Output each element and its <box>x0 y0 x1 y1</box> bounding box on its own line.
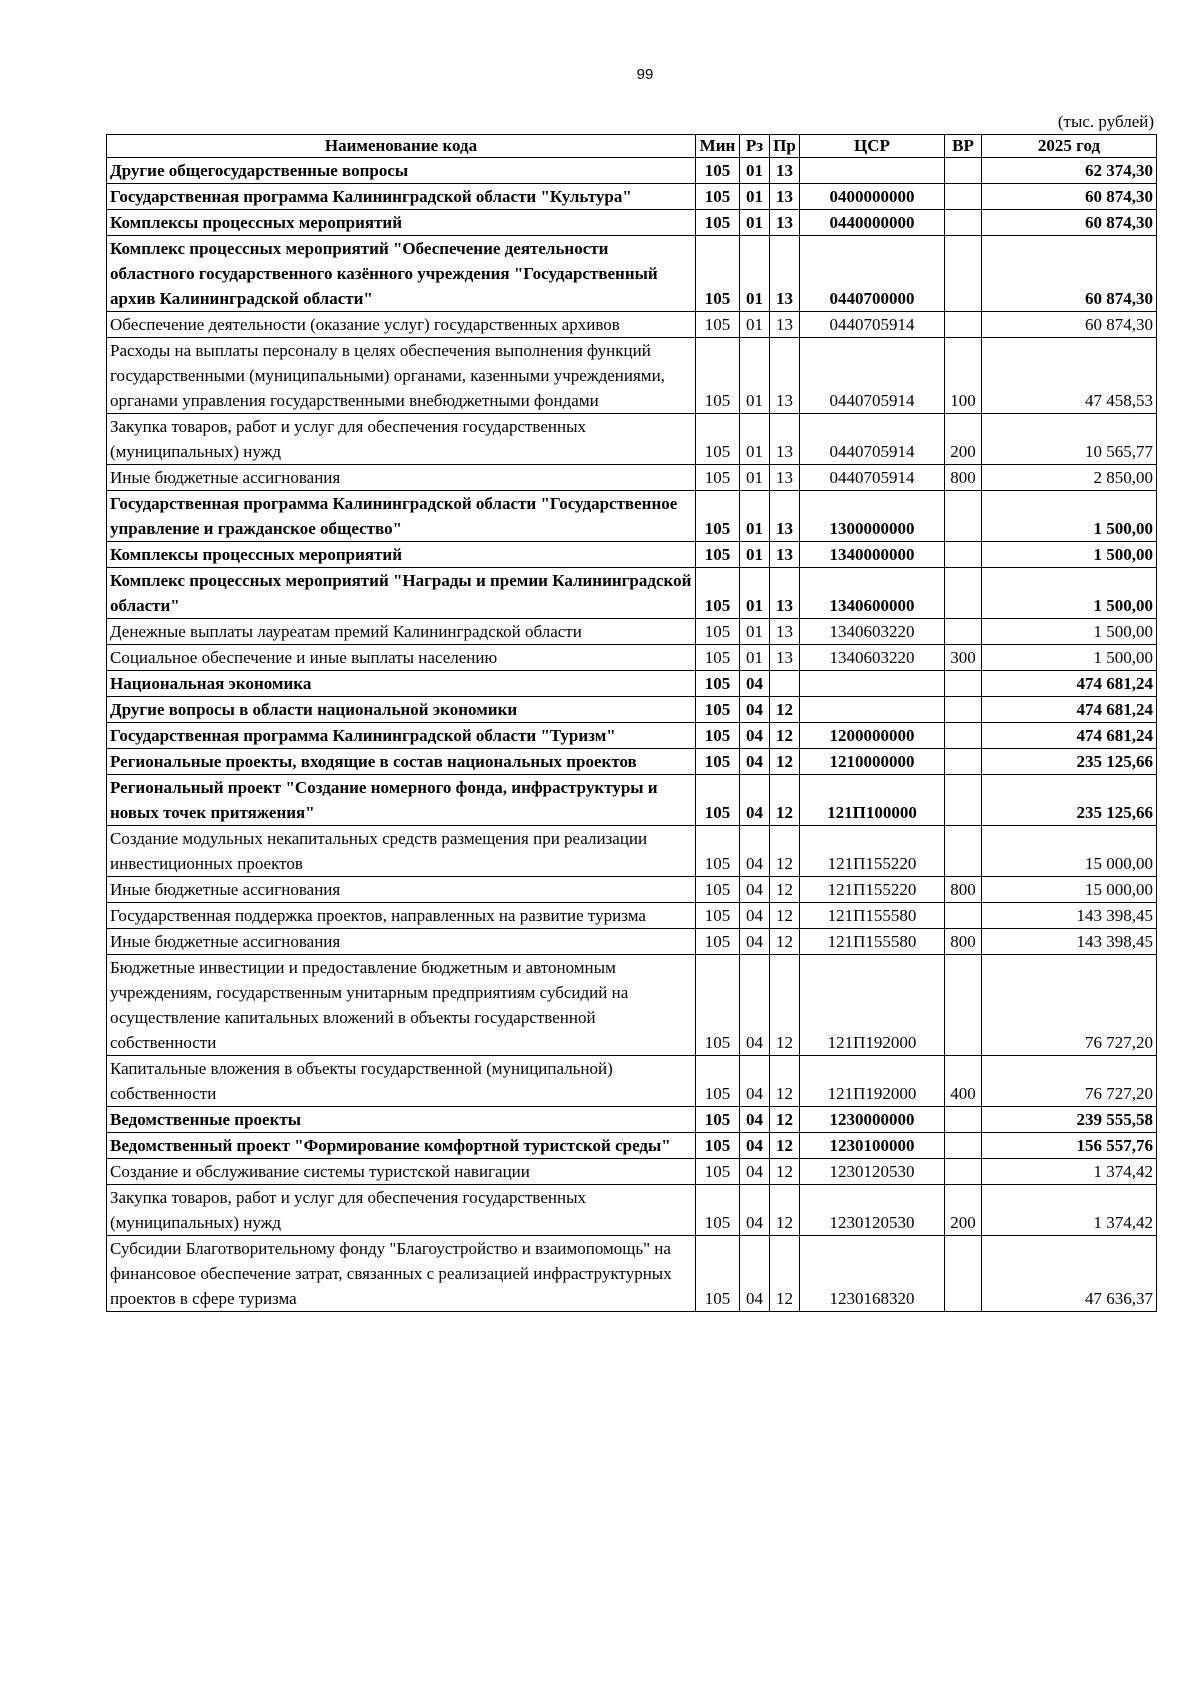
cell-pr: 13 <box>770 414 800 465</box>
cell-value: 1 374,42 <box>982 1159 1157 1185</box>
cell-min: 105 <box>696 1185 740 1236</box>
cell-csr: 121П100000 <box>800 775 945 826</box>
cell-rz: 01 <box>740 542 770 568</box>
cell-min: 105 <box>696 955 740 1056</box>
cell-vr <box>945 903 982 929</box>
table-row <box>107 671 1157 697</box>
cell-rz: 04 <box>740 723 770 749</box>
cell-name: Закупка товаров, работ и услуг для обеспечения государственных (муниципальных) нужд <box>107 414 696 465</box>
cell-pr: 13 <box>770 542 800 568</box>
cell-rz: 01 <box>740 236 770 312</box>
cell-vr <box>945 1133 982 1159</box>
cell-rz: 04 <box>740 749 770 775</box>
cell-value: 60 874,30 <box>982 184 1157 210</box>
cell-name: Комплексы процессных мероприятий <box>107 210 696 236</box>
cell-csr: 1230100000 <box>800 1133 945 1159</box>
cell-pr: 12 <box>770 697 800 723</box>
header-csr: ЦСР <box>800 135 945 158</box>
cell-pr: 12 <box>770 1185 800 1236</box>
table-row <box>107 826 1157 877</box>
cell-name: Иные бюджетные ассигнования <box>107 877 696 903</box>
cell-vr <box>945 568 982 619</box>
cell-rz: 01 <box>740 312 770 338</box>
cell-value: 143 398,45 <box>982 929 1157 955</box>
cell-pr: 12 <box>770 1236 800 1312</box>
cell-vr <box>945 955 982 1056</box>
cell-value: 76 727,20 <box>982 1056 1157 1107</box>
cell-min: 105 <box>696 210 740 236</box>
table-row <box>107 158 1157 184</box>
cell-rz: 01 <box>740 645 770 671</box>
cell-name: Создание модульных некапитальных средств размещения при реализации инвестиционных проектов <box>107 826 696 877</box>
cell-rz: 01 <box>740 184 770 210</box>
cell-rz: 01 <box>740 619 770 645</box>
cell-value: 1 500,00 <box>982 542 1157 568</box>
cell-csr: 1230120530 <box>800 1159 945 1185</box>
cell-pr: 12 <box>770 1159 800 1185</box>
cell-min: 105 <box>696 826 740 877</box>
cell-value: 235 125,66 <box>982 775 1157 826</box>
cell-vr <box>945 158 982 184</box>
cell-name: Государственная поддержка проектов, направленных на развитие туризма <box>107 903 696 929</box>
cell-name: Денежные выплаты лауреатам премий Калининградской области <box>107 619 696 645</box>
cell-min: 105 <box>696 1236 740 1312</box>
cell-rz: 04 <box>740 671 770 697</box>
cell-rz: 04 <box>740 877 770 903</box>
cell-rz: 01 <box>740 158 770 184</box>
cell-min: 105 <box>696 929 740 955</box>
cell-vr <box>945 775 982 826</box>
table-row <box>107 903 1157 929</box>
cell-min: 105 <box>696 645 740 671</box>
cell-value: 60 874,30 <box>982 210 1157 236</box>
cell-rz: 04 <box>740 955 770 1056</box>
cell-min: 105 <box>696 671 740 697</box>
cell-name: Другие общегосударственные вопросы <box>107 158 696 184</box>
table-row <box>107 619 1157 645</box>
cell-min: 105 <box>696 723 740 749</box>
cell-min: 105 <box>696 338 740 414</box>
cell-value: 15 000,00 <box>982 877 1157 903</box>
cell-name: Комплекс процессных мероприятий "Обеспечение деятельности областного государственного казённого учреждения "Государственный архив Калининградской области" <box>107 236 696 312</box>
cell-csr: 1340603220 <box>800 619 945 645</box>
table-row <box>107 491 1157 542</box>
cell-pr: 12 <box>770 877 800 903</box>
cell-name: Закупка товаров, работ и услуг для обеспечения государственных (муниципальных) нужд <box>107 1185 696 1236</box>
cell-min: 105 <box>696 312 740 338</box>
cell-value: 235 125,66 <box>982 749 1157 775</box>
table-row <box>107 1056 1157 1107</box>
table-row <box>107 1159 1157 1185</box>
cell-min: 105 <box>696 697 740 723</box>
cell-vr <box>945 1107 982 1133</box>
cell-min: 105 <box>696 1056 740 1107</box>
cell-csr: 0440705914 <box>800 465 945 491</box>
cell-name: Комплексы процессных мероприятий <box>107 542 696 568</box>
cell-value: 474 681,24 <box>982 723 1157 749</box>
cell-min: 105 <box>696 1159 740 1185</box>
cell-name: Создание и обслуживание системы туристской навигации <box>107 1159 696 1185</box>
table-row <box>107 1133 1157 1159</box>
cell-vr <box>945 723 982 749</box>
cell-name: Расходы на выплаты персоналу в целях обеспечения выполнения функций государственными (муниципальными) органами, казенными учреждениями, органами управления государственными внебюджетными фондами <box>107 338 696 414</box>
cell-value: 1 374,42 <box>982 1185 1157 1236</box>
cell-pr: 13 <box>770 338 800 414</box>
cell-csr: 1340600000 <box>800 568 945 619</box>
cell-csr: 0440705914 <box>800 414 945 465</box>
cell-name: Социальное обеспечение и иные выплаты населению <box>107 645 696 671</box>
cell-rz: 01 <box>740 568 770 619</box>
table-row <box>107 236 1157 312</box>
cell-vr <box>945 619 982 645</box>
cell-vr <box>945 826 982 877</box>
cell-name: Государственная программа Калининградской области "Государственное управление и гражданское общество" <box>107 491 696 542</box>
cell-value: 62 374,30 <box>982 158 1157 184</box>
table-row <box>107 184 1157 210</box>
cell-min: 105 <box>696 568 740 619</box>
cell-csr: 121П192000 <box>800 955 945 1056</box>
cell-name: Субсидии Благотворительному фонду "Благоустройство и взаимопомощь" на финансовое обеспечение затрат, связанных с реализацией инфраструктурных проектов в сфере туризма <box>107 1236 696 1312</box>
cell-pr: 12 <box>770 826 800 877</box>
cell-rz: 04 <box>740 826 770 877</box>
cell-value: 156 557,76 <box>982 1133 1157 1159</box>
table-header-row <box>107 135 1157 158</box>
cell-value: 60 874,30 <box>982 312 1157 338</box>
cell-pr: 12 <box>770 903 800 929</box>
cell-csr: 121П192000 <box>800 1056 945 1107</box>
table-row <box>107 723 1157 749</box>
cell-name: Бюджетные инвестиции и предоставление бюджетным и автономным учреждениям, государственным унитарным предприятиям субсидий на осуществление капитальных вложений в объекты государственной собственности <box>107 955 696 1056</box>
cell-name: Комплекс процессных мероприятий "Награды и премии Калининградской области" <box>107 568 696 619</box>
cell-pr: 12 <box>770 775 800 826</box>
cell-min: 105 <box>696 491 740 542</box>
cell-vr <box>945 210 982 236</box>
cell-pr: 13 <box>770 568 800 619</box>
table-row <box>107 1107 1157 1133</box>
cell-csr: 1200000000 <box>800 723 945 749</box>
table-row <box>107 697 1157 723</box>
cell-name: Региональный проект "Создание номерного фонда, инфраструктуры и новых точек притяжения" <box>107 775 696 826</box>
cell-name: Ведомственный проект "Формирование комфортной туристской среды" <box>107 1133 696 1159</box>
cell-value: 60 874,30 <box>982 236 1157 312</box>
cell-csr: 0440700000 <box>800 236 945 312</box>
cell-pr: 13 <box>770 491 800 542</box>
cell-vr <box>945 542 982 568</box>
cell-rz: 04 <box>740 1236 770 1312</box>
cell-csr: 121П155220 <box>800 877 945 903</box>
cell-pr <box>770 671 800 697</box>
cell-vr: 800 <box>945 929 982 955</box>
cell-vr <box>945 1236 982 1312</box>
cell-value: 15 000,00 <box>982 826 1157 877</box>
cell-min: 105 <box>696 619 740 645</box>
cell-pr: 12 <box>770 955 800 1056</box>
cell-pr: 13 <box>770 312 800 338</box>
table-body <box>107 158 1157 1312</box>
cell-pr: 12 <box>770 929 800 955</box>
cell-csr <box>800 671 945 697</box>
table-row <box>107 1185 1157 1236</box>
cell-csr: 1300000000 <box>800 491 945 542</box>
cell-rz: 01 <box>740 414 770 465</box>
header-value: 2025 год <box>982 135 1157 158</box>
cell-vr: 200 <box>945 414 982 465</box>
cell-name: Иные бюджетные ассигнования <box>107 465 696 491</box>
cell-csr: 1230000000 <box>800 1107 945 1133</box>
cell-vr: 800 <box>945 465 982 491</box>
page-number: 99 <box>636 66 654 83</box>
cell-name: Региональные проекты, входящие в состав национальных проектов <box>107 749 696 775</box>
table-row <box>107 749 1157 775</box>
table-row <box>107 775 1157 826</box>
cell-csr: 1340603220 <box>800 645 945 671</box>
cell-min: 105 <box>696 1107 740 1133</box>
cell-rz: 04 <box>740 1107 770 1133</box>
cell-value: 474 681,24 <box>982 671 1157 697</box>
cell-rz: 04 <box>740 697 770 723</box>
cell-pr: 13 <box>770 210 800 236</box>
cell-pr: 13 <box>770 619 800 645</box>
cell-csr: 1340000000 <box>800 542 945 568</box>
cell-pr: 12 <box>770 749 800 775</box>
cell-vr <box>945 671 982 697</box>
cell-value: 76 727,20 <box>982 955 1157 1056</box>
cell-pr: 13 <box>770 236 800 312</box>
cell-min: 105 <box>696 749 740 775</box>
header-min: Мин <box>696 135 740 158</box>
cell-min: 105 <box>696 877 740 903</box>
cell-vr: 100 <box>945 338 982 414</box>
table-row <box>107 929 1157 955</box>
cell-pr: 12 <box>770 1056 800 1107</box>
cell-vr <box>945 236 982 312</box>
table-row <box>107 1236 1157 1312</box>
cell-vr: 400 <box>945 1056 982 1107</box>
cell-value: 10 565,77 <box>982 414 1157 465</box>
cell-min: 105 <box>696 414 740 465</box>
cell-name: Иные бюджетные ассигнования <box>107 929 696 955</box>
cell-csr <box>800 697 945 723</box>
cell-name: Государственная программа Калининградской области "Туризм" <box>107 723 696 749</box>
cell-pr: 12 <box>770 723 800 749</box>
cell-rz: 04 <box>740 929 770 955</box>
cell-name: Ведомственные проекты <box>107 1107 696 1133</box>
cell-min: 105 <box>696 158 740 184</box>
cell-vr: 200 <box>945 1185 982 1236</box>
cell-vr <box>945 697 982 723</box>
cell-vr <box>945 749 982 775</box>
cell-min: 105 <box>696 903 740 929</box>
table-row <box>107 955 1157 1056</box>
table-row <box>107 877 1157 903</box>
table-row <box>107 568 1157 619</box>
cell-pr: 12 <box>770 1133 800 1159</box>
cell-value: 47 458,53 <box>982 338 1157 414</box>
budget-table <box>106 134 1157 1312</box>
table-row <box>107 542 1157 568</box>
cell-rz: 04 <box>740 1185 770 1236</box>
cell-rz: 01 <box>740 465 770 491</box>
cell-csr <box>800 158 945 184</box>
table-row <box>107 312 1157 338</box>
cell-rz: 04 <box>740 1133 770 1159</box>
cell-csr: 1230120530 <box>800 1185 945 1236</box>
cell-name: Капитальные вложения в объекты государственной (муниципальной) собственности <box>107 1056 696 1107</box>
cell-vr <box>945 312 982 338</box>
cell-name: Национальная экономика <box>107 671 696 697</box>
cell-vr: 800 <box>945 877 982 903</box>
cell-value: 1 500,00 <box>982 568 1157 619</box>
cell-value: 1 500,00 <box>982 619 1157 645</box>
cell-name: Другие вопросы в области национальной экономики <box>107 697 696 723</box>
header-rz: Рз <box>740 135 770 158</box>
cell-csr: 121П155580 <box>800 929 945 955</box>
cell-csr: 1210000000 <box>800 749 945 775</box>
cell-pr: 13 <box>770 184 800 210</box>
cell-value: 239 555,58 <box>982 1107 1157 1133</box>
table-row <box>107 210 1157 236</box>
cell-pr: 13 <box>770 158 800 184</box>
cell-min: 105 <box>696 1133 740 1159</box>
cell-value: 474 681,24 <box>982 697 1157 723</box>
cell-min: 105 <box>696 465 740 491</box>
cell-value: 47 636,37 <box>982 1236 1157 1312</box>
table-row <box>107 465 1157 491</box>
cell-vr: 300 <box>945 645 982 671</box>
header-vr: ВР <box>945 135 982 158</box>
cell-rz: 01 <box>740 210 770 236</box>
cell-csr: 0440705914 <box>800 338 945 414</box>
cell-name: Государственная программа Калининградской области "Культура" <box>107 184 696 210</box>
cell-value: 143 398,45 <box>982 903 1157 929</box>
cell-rz: 04 <box>740 1159 770 1185</box>
header-name: Наименование кода <box>107 135 696 158</box>
cell-csr: 0440000000 <box>800 210 945 236</box>
cell-vr <box>945 491 982 542</box>
cell-pr: 13 <box>770 645 800 671</box>
table-row <box>107 414 1157 465</box>
cell-rz: 01 <box>740 491 770 542</box>
cell-rz: 01 <box>740 338 770 414</box>
cell-value: 1 500,00 <box>982 491 1157 542</box>
units-label: (тыс. рублей) <box>1057 112 1154 131</box>
cell-min: 105 <box>696 775 740 826</box>
cell-rz: 04 <box>740 1056 770 1107</box>
cell-min: 105 <box>696 236 740 312</box>
header-pr: Пр <box>770 135 800 158</box>
cell-csr: 121П155220 <box>800 826 945 877</box>
cell-value: 2 850,00 <box>982 465 1157 491</box>
cell-name: Обеспечение деятельности (оказание услуг) государственных архивов <box>107 312 696 338</box>
table-row <box>107 645 1157 671</box>
cell-csr: 0400000000 <box>800 184 945 210</box>
cell-csr: 0440705914 <box>800 312 945 338</box>
cell-pr: 13 <box>770 465 800 491</box>
cell-rz: 04 <box>740 775 770 826</box>
cell-vr <box>945 184 982 210</box>
cell-min: 105 <box>696 184 740 210</box>
cell-vr <box>945 1159 982 1185</box>
cell-pr: 12 <box>770 1107 800 1133</box>
cell-value: 1 500,00 <box>982 645 1157 671</box>
cell-csr: 121П155580 <box>800 903 945 929</box>
cell-rz: 04 <box>740 903 770 929</box>
table-row <box>107 338 1157 414</box>
cell-min: 105 <box>696 542 740 568</box>
cell-csr: 1230168320 <box>800 1236 945 1312</box>
